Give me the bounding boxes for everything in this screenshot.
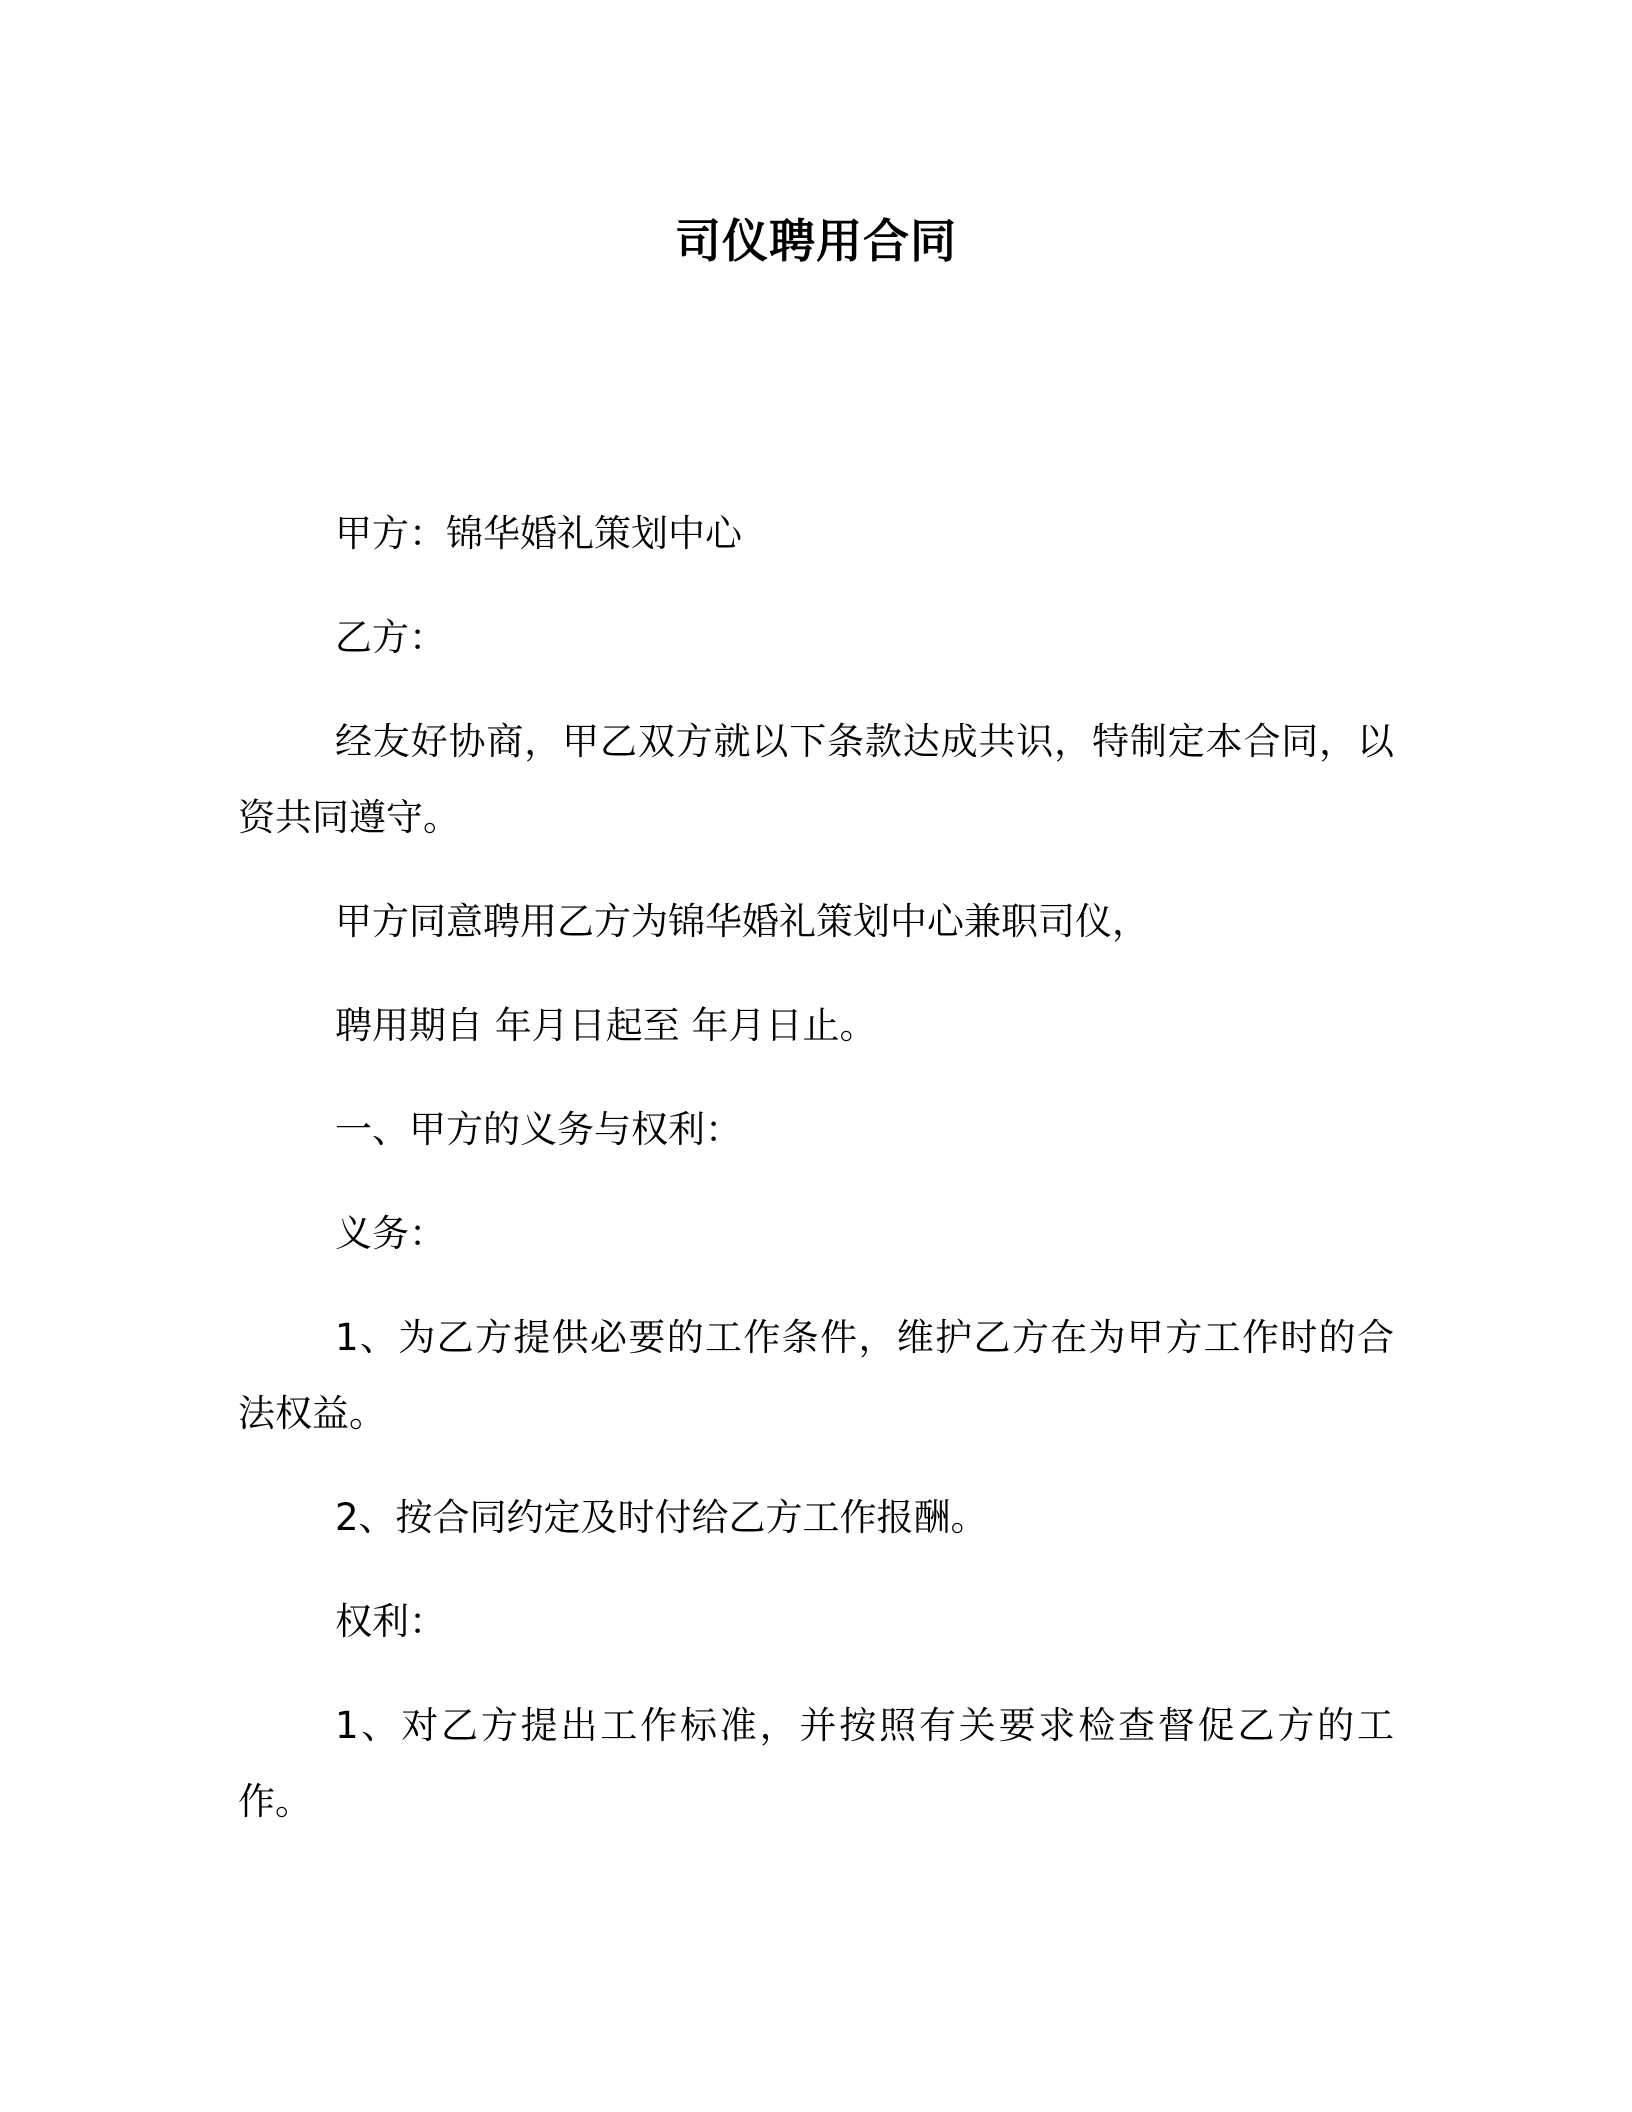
obligation-item-2: 2、按合同约定及时付给乙方工作报酬。 bbox=[335, 1496, 988, 1539]
party-a-line: 甲方：锦华婚礼策划中心 bbox=[335, 512, 742, 555]
party-b-line: 乙方： bbox=[335, 616, 446, 659]
hiring-period: 聘用期自 年月日起至 年月日止。 bbox=[335, 1004, 877, 1047]
preamble-paragraph: 经友好协商，甲乙双方就以下条款达成共识，特制定本合同，以资共同遵守。 bbox=[238, 720, 1394, 839]
obligation-item-1: 1、为乙方提供必要的工作条件，维护乙方在为甲方工作时的合法权益。 bbox=[238, 1316, 1394, 1435]
hiring-statement: 甲方同意聘用乙方为锦华婚礼策划中心兼职司仪， bbox=[335, 900, 1149, 943]
document-body bbox=[238, 496, 1394, 1868]
rights-heading: 权利： bbox=[335, 1600, 446, 1643]
document-title: 司仪聘用合同 bbox=[675, 214, 957, 268]
section-heading-party-a: 一、甲方的义务与权利： bbox=[335, 1108, 742, 1151]
rights-item-1: 1、对乙方提出工作标准，并按照有关要求检查督促乙方的工作。 bbox=[238, 1704, 1394, 1823]
obligations-heading: 义务： bbox=[335, 1212, 446, 1255]
